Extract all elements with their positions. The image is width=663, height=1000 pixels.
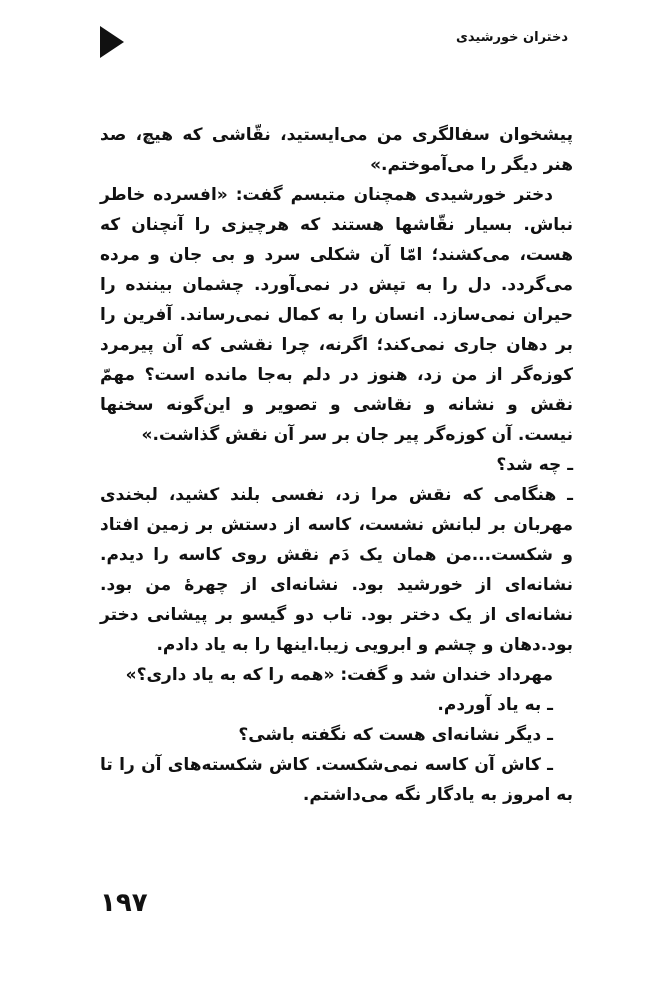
paragraph: دختر خورشیدی همچنان متبسم گفت: «افسرده خاطر نباش. بسیار نقّاشها هستند که هرچیزی را آنچنان که هست، می‌کشند؛ امّا آن شکلی سرد و بی جان و مرده می‌گردد. دل را به تپش در نمی‌آورد. چشمان بیننده را حیران نمی‌سازد. انسان را به کمال نمی‌رساند. آفرین را بر دهان جاری نمی‌کند؛ اگرنه، چرا نقشی که آن پیرمرد کوزه‌گر از من زد، هنوز در دلم به‌جا مانده است؟ مهمّ نقش و نشانه و نقاشی و تصویر و این‌گونه سخنها نیست. آن کوزه‌گر پیر جان بر سر آن نقش گذاشت.» [100,185,573,445]
triangle-right-icon [100,26,124,58]
page-number: ۱۹۷ [100,888,148,918]
page-header [100,22,568,62]
body-text [100,120,573,810]
paragraph: ـ کاش آن کاسه نمی‌شکست. کاش شکسته‌های آن را تا به امروز به یادگار نگه می‌داشتم. [100,755,573,805]
paragraph: ـ دیگر نشانه‌ای هست که نگفته باشی؟ [238,725,553,745]
paragraph: ـ چه شد؟ [496,455,573,475]
paragraph: پیشخوان سفالگری من می‌ایستید، نقّاشی که هیچ، صد هنر دیگر را می‌آموختم.» [100,125,573,175]
paragraph: مهرداد خندان شد و گفت: «همه را که به یاد داری؟» [125,665,553,685]
running-title: دختران خورشیدی [455,30,568,45]
paragraph: ـ به یاد آوردم. [437,695,553,715]
paragraph: ـ هنگامی که نقش مرا زد، نفسی بلند کشید، لبخندی مهربان بر لبانش نشست، کاسه از دستش بر زمین افتاد و شکست...من همان یک دَم نقش روی کاسه را دیدم. نشانه‌ای از خورشید بود. نشانه‌ای از چهرۀ من بود. نشانه‌ای از یک دختر بود. تاب دو گیسو بر پیشانی دختر بود.دهان و چشم و ابرویی زیبا.اینها را به یاد دادم. [100,485,573,655]
